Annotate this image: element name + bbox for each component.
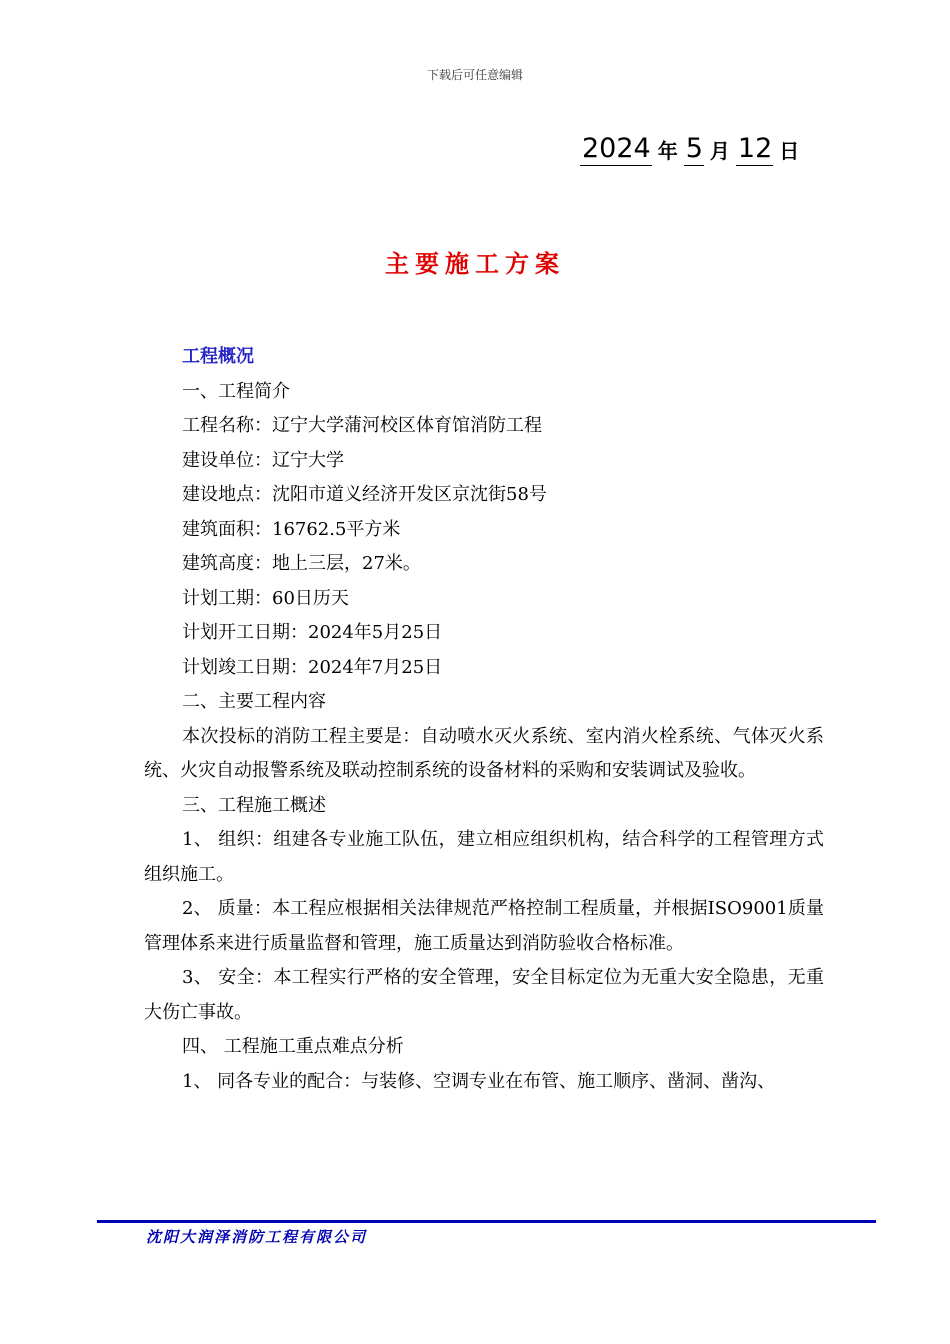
subsection-heading-summary: 三、工程施工概述 [182,794,326,816]
date-year-unit: 年 [657,139,678,163]
field-end-date: 计划竣工日期：2024年7月25日 [182,656,443,678]
subsection-heading-intro: 一、工程简介 [182,380,290,402]
summary-item-organization: 1、 组织：组建各专业施工队伍，建立相应组织机构，结合科学的工程管理方式组织施工。 [144,829,824,885]
date-month: 5 [685,133,703,164]
footer-company-name: 沈阳大润泽消防工程有限公司 [146,1228,368,1246]
field-owner: 建设单位：辽宁大学 [182,449,344,471]
date-year: 2024 [582,133,651,164]
paragraph-content: 本次投标的消防工程主要是：自动喷水灭火系统、室内消火栓系统、气体灭火系统、火灾自动报警系统及联动控制系统的设备材料的采购和安装调试及验收。 [144,725,824,781]
document-title: 主要施工方案 [385,250,565,278]
summary-item-safety: 3、 安全：本工程实行严格的安全管理，安全目标定位为无重大安全隐患，无重大伤亡事故。 [144,967,824,1023]
field-start-date: 计划开工日期：2024年5月25日 [182,622,443,643]
summary-item-quality: 2、 质量：本工程应根据相关法律规范严格控制工程质量，并根据ISO9001质量管理体系来进行质量监督和管理，施工质量达到消防验收合格标准。 [144,898,824,954]
field-location: 建设地点：沈阳市道义经济开发区京沈街58号 [182,484,547,505]
subsection-heading-content: 二、主要工程内容 [182,691,326,712]
header-note: 下载后可任意编辑 [426,68,523,82]
section-heading-overview: 工程概况 [182,346,254,367]
date-month-unit: 月 [709,139,730,163]
field-height: 建筑高度：地上三层，27米。 [182,553,421,574]
difficulty-item-coordination: 1、 同各专业的配合：与装修、空调专业在布管、施工顺序、凿洞、凿沟、 [182,1070,776,1092]
document-date [580,130,805,166]
footer-divider [97,1220,876,1223]
document-body [144,340,824,1099]
subsection-heading-difficulty: 四、 工程施工重点难点分析 [182,1036,404,1057]
field-area: 建筑面积：16762.5平方米 [182,518,401,540]
date-day: 12 [737,133,773,164]
date-day-unit: 日 [779,139,800,163]
field-duration: 计划工期：60日历天 [182,587,349,609]
field-project-name: 工程名称：辽宁大学蒲河校区体育馆消防工程 [182,415,542,436]
